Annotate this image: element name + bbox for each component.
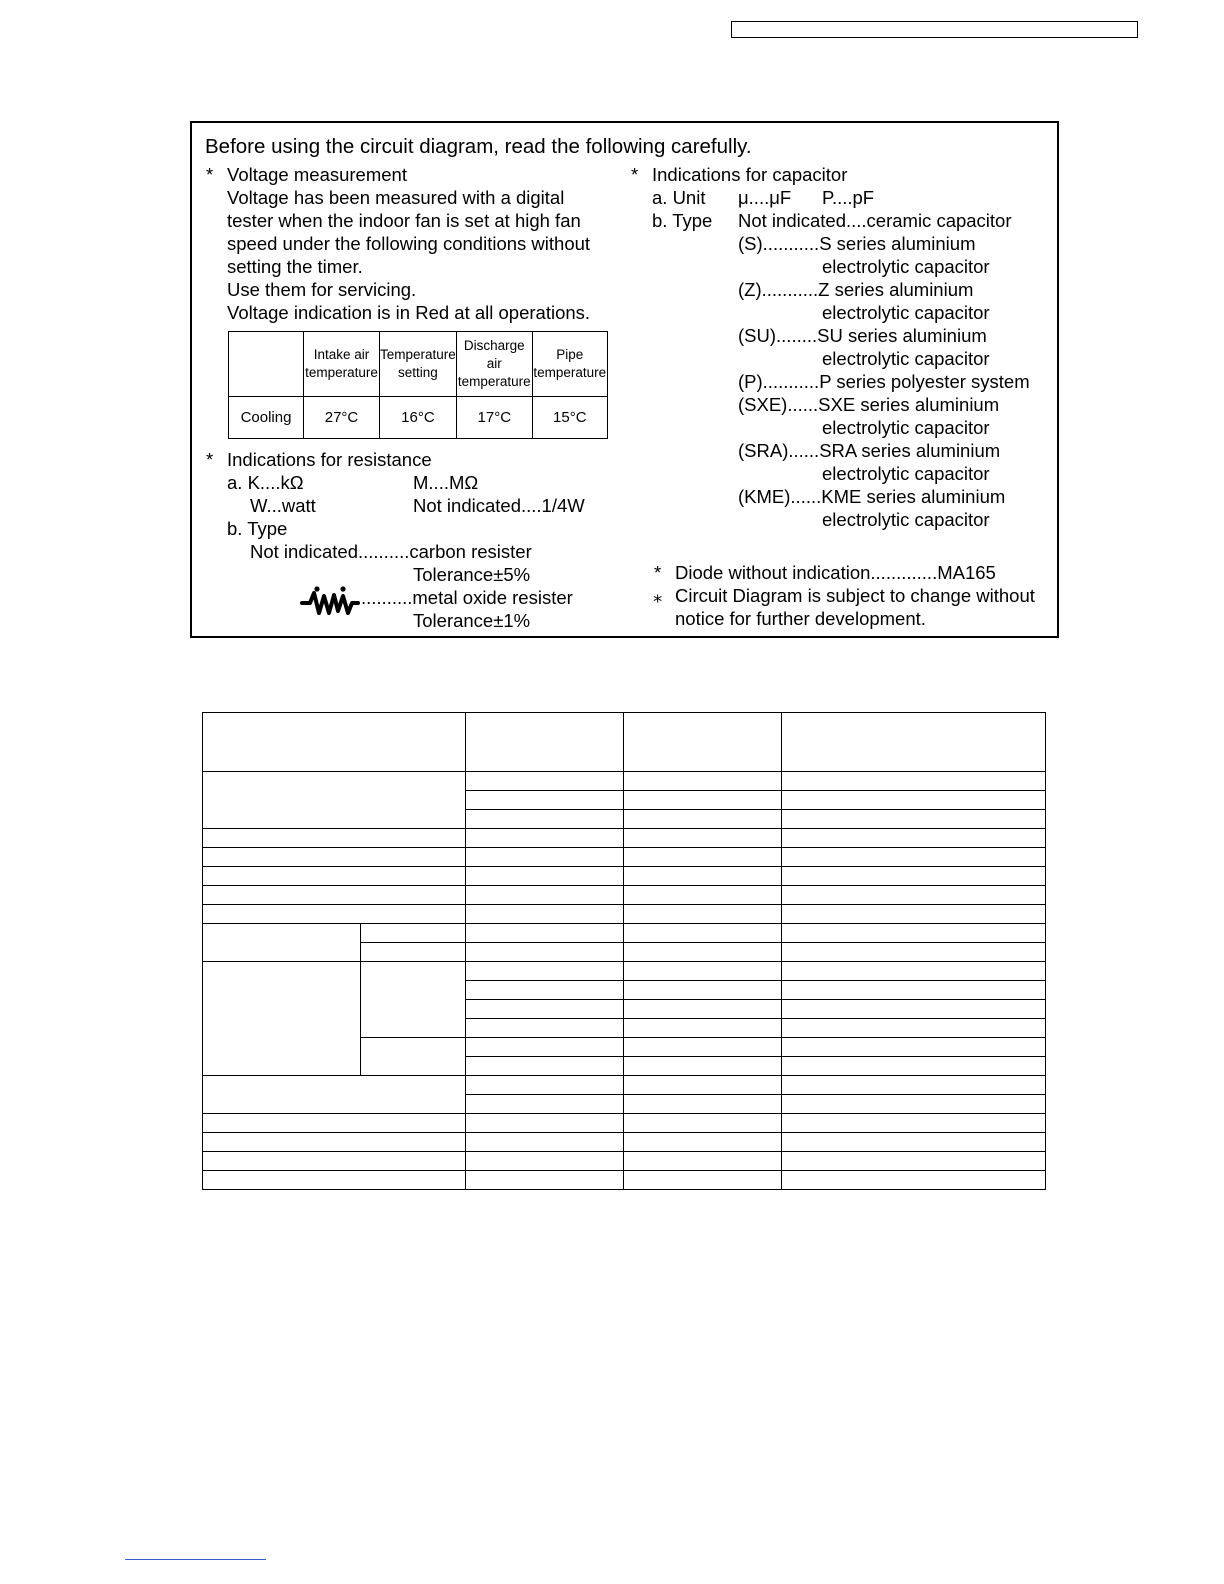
table-cell: [624, 829, 782, 848]
table-cell: [624, 905, 782, 924]
table-cell: [782, 867, 1046, 886]
conditions-cell: 15°C: [532, 397, 607, 439]
voltage-line: Use them for servicing.: [227, 279, 417, 300]
table-cell: [624, 886, 782, 905]
voltage-title: Voltage measurement: [227, 164, 407, 185]
table-cell: [466, 1000, 624, 1019]
conditions-row: [229, 397, 608, 439]
table-cell: [624, 924, 782, 943]
conditions-cell: 27°C: [304, 397, 380, 439]
voltage-line: setting the timer.: [227, 256, 363, 277]
resistance-tolerance: Tolerance±5%: [413, 564, 531, 585]
table-row: [203, 1133, 1046, 1152]
table-cell: [466, 905, 624, 924]
table-cell: [466, 1019, 624, 1038]
table-cell: [466, 1114, 624, 1133]
table-cell: [624, 867, 782, 886]
table-cell: [203, 1114, 466, 1133]
voltage-line: speed under the following conditions without: [227, 233, 591, 254]
resistance-unit: Not indicated....1/4W: [413, 495, 585, 516]
table-row: [203, 829, 1046, 848]
table-cell: [782, 848, 1046, 867]
table-cell: [466, 886, 624, 905]
table-cell: [203, 886, 466, 905]
voltage-line: tester when the indoor fan is set at high fan: [227, 210, 581, 231]
table-cell: [782, 962, 1046, 981]
metal-oxide-resister-icon: [300, 585, 360, 619]
table-cell: [782, 791, 1046, 810]
table-cell: [203, 1133, 466, 1152]
table-cell: [782, 981, 1046, 1000]
table-cell: [624, 962, 782, 981]
table-cell: [624, 713, 782, 772]
conditions-header-cell: Discharge air temperature: [456, 332, 532, 397]
capacitor-type: electrolytic capacitor: [822, 417, 990, 438]
capacitor-type: electrolytic capacitor: [822, 256, 990, 277]
table-cell: [782, 713, 1046, 772]
capacitor-type: (S)...........S series aluminium: [738, 233, 976, 254]
table-cell: [624, 810, 782, 829]
capacitor-unit: P....pF: [822, 187, 875, 208]
table-row: [203, 867, 1046, 886]
table-cell: [624, 791, 782, 810]
capacitor-type: electrolytic capacitor: [822, 302, 990, 323]
resistance-unit: M....MΩ: [413, 472, 479, 493]
table-cell: [466, 962, 624, 981]
table-cell: [466, 810, 624, 829]
table-cell: [782, 810, 1046, 829]
change-note: Circuit Diagram is subject to change without: [675, 585, 1035, 606]
conditions-cell: 16°C: [380, 397, 457, 439]
table-row: [203, 886, 1046, 905]
table-cell: [203, 1171, 466, 1190]
voltage-line: Voltage indication is in Red at all operations.: [227, 302, 591, 323]
table-cell: [466, 713, 624, 772]
table-cell: [782, 924, 1046, 943]
conditions-header-cell: Pipe temperature: [532, 332, 607, 397]
empty-data-table: [202, 712, 1046, 1190]
table-cell: [624, 1076, 782, 1095]
table-cell: [624, 1114, 782, 1133]
table-cell: [624, 1152, 782, 1171]
table-row: [203, 1152, 1046, 1171]
table-cell: [466, 867, 624, 886]
table-cell: [466, 1057, 624, 1076]
table-cell: [624, 981, 782, 1000]
table-row: [203, 1076, 1046, 1095]
capacitor-type: electrolytic capacitor: [822, 509, 990, 530]
table-row: [203, 772, 1046, 791]
table-cell: [203, 848, 466, 867]
table-cell: [203, 713, 466, 772]
bullet: *: [206, 449, 214, 470]
table-cell: [782, 1152, 1046, 1171]
table-cell: [203, 829, 466, 848]
table-cell: [466, 981, 624, 1000]
table-cell: [782, 772, 1046, 791]
table-row: [203, 924, 1046, 943]
resistance-unit: a. K....kΩ: [227, 472, 304, 493]
capacitor-type: Not indicated....ceramic capacitor: [738, 210, 1012, 231]
table-cell: [361, 1038, 466, 1076]
bullet: *: [631, 164, 639, 185]
table-cell: [466, 1133, 624, 1152]
table-cell: [624, 1000, 782, 1019]
capacitor-unit: μ....μF: [738, 187, 792, 208]
bullet: ⁎: [653, 585, 663, 606]
conditions-cell: 17°C: [456, 397, 532, 439]
table-cell: [624, 1019, 782, 1038]
capacitor-type: (P)...........P series polyester system: [738, 371, 1030, 392]
resistance-tolerance: Tolerance±1%: [413, 610, 531, 631]
resistance-type: ..........metal oxide resister: [361, 587, 573, 608]
conditions-cell: Cooling: [229, 397, 304, 439]
table-cell: [466, 848, 624, 867]
conditions-header-cell: Temperature setting: [380, 332, 457, 397]
table-cell: [361, 962, 466, 1038]
table-cell: [624, 772, 782, 791]
capacitor-type: electrolytic capacitor: [822, 348, 990, 369]
table-row: [203, 713, 1046, 772]
table-cell: [782, 886, 1046, 905]
footer-link-underline[interactable]: [125, 1559, 266, 1560]
table-cell: [466, 772, 624, 791]
capacitor-type: (SXE)......SXE series aluminium: [738, 394, 1000, 415]
table-cell: [624, 943, 782, 962]
conditions-table: [228, 331, 608, 439]
table-row: [203, 848, 1046, 867]
table-row: [203, 1114, 1046, 1133]
table-cell: [203, 905, 466, 924]
resistance-type: Not indicated..........carbon resister: [250, 541, 532, 562]
table-cell: [466, 924, 624, 943]
table-cell: [782, 1133, 1046, 1152]
table-cell: [782, 1076, 1046, 1095]
bullet: *: [654, 562, 662, 583]
table-cell: [466, 1152, 624, 1171]
table-cell: [203, 772, 466, 829]
table-row: [203, 905, 1046, 924]
table-cell: [624, 1171, 782, 1190]
conditions-header-cell: [229, 332, 304, 397]
table-cell: [203, 962, 361, 1076]
table-cell: [466, 1038, 624, 1057]
table-cell: [466, 1095, 624, 1114]
table-cell: [782, 1038, 1046, 1057]
table-cell: [203, 1152, 466, 1171]
table-cell: [782, 1171, 1046, 1190]
table-row: [203, 1171, 1046, 1190]
table-cell: [782, 905, 1046, 924]
bullet: *: [206, 164, 214, 185]
table-cell: [203, 924, 361, 962]
capacitor-type: (SRA)......SRA series aluminium: [738, 440, 1001, 461]
table-cell: [361, 943, 466, 962]
table-cell: [361, 924, 466, 943]
table-cell: [782, 943, 1046, 962]
conditions-header-row: [229, 332, 608, 397]
table-cell: [466, 1076, 624, 1095]
table-cell: [624, 848, 782, 867]
voltage-line: Voltage has been measured with a digital: [227, 187, 565, 208]
table-cell: [466, 1171, 624, 1190]
capacitor-unit-label: a. Unit: [652, 187, 706, 208]
table-cell: [466, 943, 624, 962]
table-cell: [624, 1133, 782, 1152]
table-cell: [782, 1057, 1046, 1076]
conditions-header-cell: Intake air temperature: [304, 332, 380, 397]
table-cell: [466, 829, 624, 848]
capacitor-type-label: b. Type: [652, 210, 713, 231]
table-cell: [203, 867, 466, 886]
table-cell: [782, 1000, 1046, 1019]
capacitor-type: (SU)........SU series aluminium: [738, 325, 987, 346]
change-note: notice for further development.: [675, 608, 926, 629]
notice-heading: Before using the circuit diagram, read the following carefully.: [205, 135, 752, 158]
table-cell: [782, 1019, 1046, 1038]
capacitor-type: electrolytic capacitor: [822, 463, 990, 484]
resistance-title: Indications for resistance: [227, 449, 432, 470]
table-cell: [624, 1095, 782, 1114]
table-row: [203, 962, 1046, 981]
table-cell: [782, 829, 1046, 848]
diode-note: Diode without indication.............MA165: [675, 562, 996, 583]
header-box: [731, 21, 1138, 38]
table-cell: [203, 1076, 466, 1114]
capacitor-title: Indications for capacitor: [652, 164, 848, 185]
resistance-unit: W...watt: [250, 495, 316, 516]
table-cell: [782, 1095, 1046, 1114]
capacitor-type: (Z)...........Z series aluminium: [738, 279, 974, 300]
resistance-type-label: b. Type: [227, 518, 288, 539]
table-cell: [624, 1057, 782, 1076]
table-cell: [466, 791, 624, 810]
table-cell: [624, 1038, 782, 1057]
table-cell: [782, 1114, 1046, 1133]
capacitor-type: (KME)......KME series aluminium: [738, 486, 1006, 507]
